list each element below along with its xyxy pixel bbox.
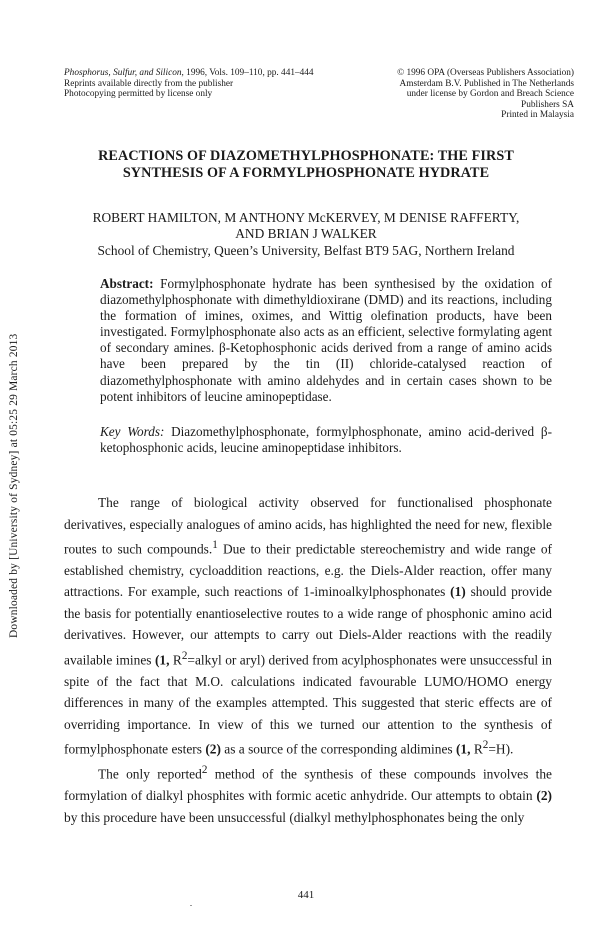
authors-line-1: ROBERT HAMILTON, M ANTHONY McKERVEY, M DENISE RAFFERTY, — [92, 210, 520, 225]
p1-text-h: =H). — [488, 741, 514, 757]
reprints-note: Reprints available directly from the publisher — [64, 78, 234, 89]
affiliation: School of Chemistry, Queen’s University, Belfast BT9 5AG, Northern Ireland — [97, 243, 515, 258]
reference-1: 1 — [212, 539, 218, 551]
compound-label: (2) — [536, 788, 552, 804]
p1-text-c: should provide the basis for potentially enantioselective routes to a wide range of phosphonic amino acid derivatives. However, our attempts to carry out Diels-Alder reactions with the readily available imines — [64, 584, 553, 668]
keywords-label: Key Words: — [100, 424, 165, 439]
journal-citation — [64, 68, 364, 79]
paragraph-2 — [64, 760, 552, 828]
title-line-1: REACTIONS OF DIAZOMETHYLPHOSPHONATE: THE FIRST — [98, 148, 514, 164]
p1-text-b: Due to their predictable stereochemistry and wide range of established chemistry, cycloaddition reactions, e.g. the Diels-Alder reaction, offer many attractions. For example, such reactions of 1-iminoalkylphosphonates — [64, 541, 552, 600]
p2-text-a: The only reported — [98, 766, 202, 782]
paper-title — [60, 148, 552, 182]
scan-speck — [190, 905, 192, 906]
journal-header-left — [64, 68, 364, 100]
journal-header-right — [340, 68, 574, 121]
compound-label: (1, — [154, 652, 170, 668]
compound-label: (1) — [450, 584, 466, 600]
publisher-line-4: Publishers SA — [521, 99, 574, 110]
p1-text-d: R — [169, 652, 182, 668]
publisher-line-3: under license by Gordon and Breach Science — [406, 89, 574, 100]
compound-label: (2) — [205, 741, 221, 757]
abstract — [100, 276, 552, 405]
p2-text-b: method of the synthesis of these compounds involves the formylation of dialkyl phosphites with formic acetic anhydride. Our attempts to obtain — [64, 766, 552, 804]
download-note: Downloaded by [University of Sydney] at 05:25 29 March 2013 — [8, 333, 20, 638]
title-line-2: SYNTHESIS OF A FORMYLPHOSPHONATE HYDRATE — [122, 165, 490, 181]
journal-name: Phosphorus, Sulfur, and Silicon, — [64, 68, 184, 78]
compound-label: (1, — [455, 741, 471, 757]
authors-line-2: AND BRIAN J WALKER — [235, 226, 377, 241]
photocopy-note: Photocopying permitted by license only — [64, 89, 213, 100]
abstract-text: Formylphosphonate hydrate has been synthesised by the oxidation of diazomethylphosphonate with dimethyldioxirane (DMD) and its reactions, including the formation of imines, oximes, and Wittig olefination products, have been investigated. Formylphosphonate also acts as an efficient, selective formylating agent of secondary amines. β-Ketophosphonic acids derived from a range of amino acids have been prepared by the tin (II) chloride-catalysed reaction of diazomethylphosphonate with amino aldehydes and in certain cases shown to be potent inhibitors of leucine aminopeptidase. — [100, 276, 552, 404]
p1-text-e: =alkyl or aryl) derived from acylphosphonates were unsuccessful in spite of the fact that M.O. calculations indicated favourable LUMO/HOMO energy differences in many of the examples attempted. This suggested that steric effects are of overriding importance. In view of this we turned our attention to the synthesis of formylphosphonate esters — [64, 652, 553, 757]
journal-volume: 1996, Vols. 109–110, pp. 441–444 — [183, 68, 314, 78]
superscript: 2 — [482, 739, 489, 752]
p1-text-a: The range of biological activity observed for functionalised phosphonate derivatives, especially analogues of amino acids, has highlighted the need for new, flexible routes to such compounds. — [64, 495, 552, 557]
author-list — [60, 210, 552, 242]
p1-text-g: R — [470, 741, 483, 757]
reference-2: 2 — [201, 764, 208, 777]
publisher-line-2: Amsterdam B.V. Published in The Netherlands — [399, 78, 574, 89]
download-watermark — [8, 288, 22, 638]
printed-in: Printed in Malaysia — [501, 110, 574, 121]
paragraph-1 — [64, 492, 552, 760]
abstract-label: Abstract: — [100, 276, 154, 291]
body-text — [64, 492, 552, 828]
keywords — [100, 424, 552, 456]
p2-text-c: by this procedure have been unsuccessful (dialkyl methylphosphonates being the only — [64, 809, 525, 825]
page-number: 441 — [297, 889, 315, 901]
copyright-line: © 1996 OPA (Overseas Publishers Association) — [397, 68, 574, 78]
keywords-text: Diazomethylphosphonate, formylphosphonate, amino acid-derived β-ketophosphonic acids, leucine aminopeptidase inhibitors. — [100, 424, 552, 456]
p1-text-f: as a source of the corresponding aldimines — [220, 741, 456, 757]
superscript: 2 — [181, 649, 188, 662]
